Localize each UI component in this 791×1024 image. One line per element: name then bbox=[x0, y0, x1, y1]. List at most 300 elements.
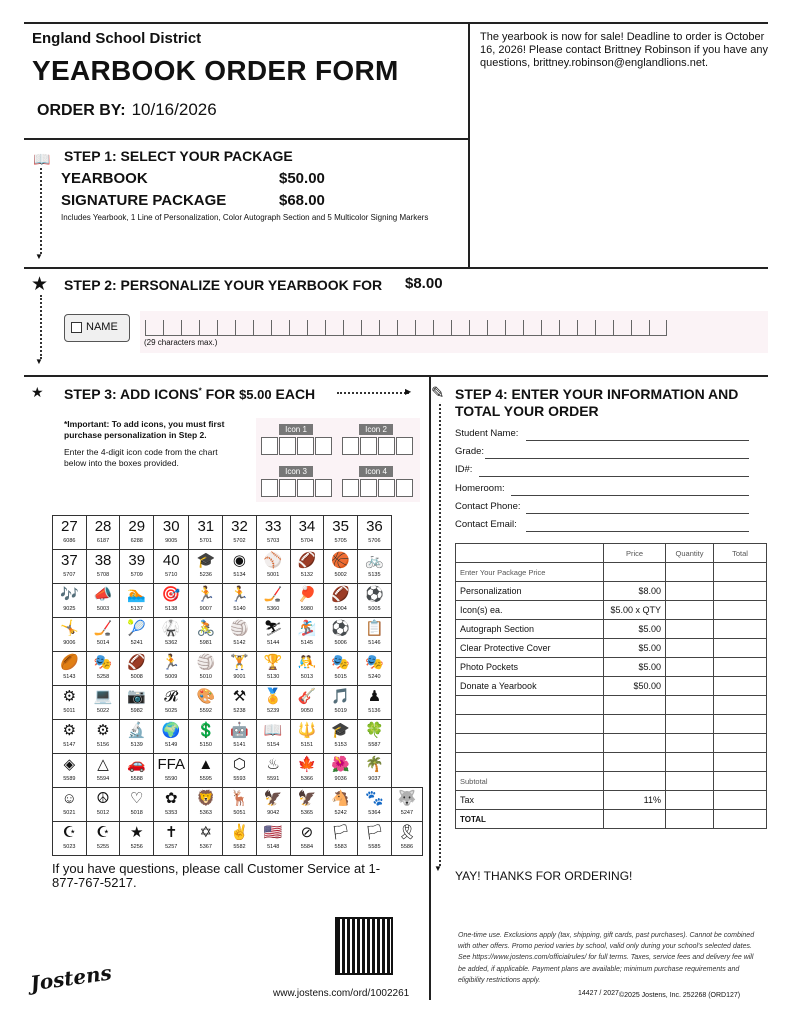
icon-code: 5142 bbox=[233, 640, 246, 646]
icon-cell bbox=[358, 788, 392, 822]
icon-cell bbox=[86, 584, 120, 618]
icon4-input[interactable] bbox=[342, 479, 414, 497]
icon-row bbox=[53, 822, 423, 856]
icon-cell bbox=[86, 550, 120, 584]
icon-glyph: 🍀 bbox=[365, 722, 384, 739]
table-row: Icon(s) ea. $5.00 x QTY bbox=[456, 601, 767, 620]
icon-code: 5707 bbox=[63, 572, 76, 578]
icon-code: 5360 bbox=[267, 606, 280, 612]
form-code: 14427 / 2027 bbox=[578, 990, 619, 997]
icon-cell bbox=[290, 618, 324, 652]
char-box[interactable] bbox=[217, 320, 235, 336]
icon-cell bbox=[358, 754, 392, 788]
char-box[interactable] bbox=[649, 320, 667, 336]
icon-cell bbox=[120, 788, 154, 822]
icon-glyph: 38 bbox=[94, 552, 112, 569]
pen-icon: ✎ bbox=[431, 385, 445, 402]
icon-cell bbox=[53, 516, 87, 550]
char-box[interactable] bbox=[505, 320, 523, 336]
icon-row bbox=[53, 720, 423, 754]
icon-glyph: 34 bbox=[298, 518, 316, 535]
icon-cell bbox=[120, 550, 154, 584]
icon-cell bbox=[223, 584, 257, 618]
icon-cell bbox=[189, 720, 223, 754]
icon-code: 6187 bbox=[96, 538, 110, 544]
icon-row bbox=[53, 652, 423, 686]
order-url[interactable]: www.jostens.com/ord/1002261 bbox=[273, 988, 410, 999]
icon-code: 5363 bbox=[199, 810, 212, 816]
package-yearbook-price: $50.00 bbox=[279, 170, 325, 187]
icon-cell bbox=[120, 516, 154, 550]
icon-glyph: FFA bbox=[157, 756, 185, 773]
char-box[interactable] bbox=[145, 320, 163, 336]
icon-code: 5706 bbox=[368, 538, 381, 544]
icon-glyph: 🎾 bbox=[127, 620, 147, 637]
char-box[interactable] bbox=[559, 320, 577, 336]
icon-glyph: 29 bbox=[128, 518, 146, 535]
icon-cell bbox=[86, 652, 120, 686]
icon-cell bbox=[154, 686, 189, 720]
icon-glyph: 🐾 bbox=[365, 790, 384, 807]
icon-code: 5255 bbox=[96, 844, 110, 850]
icon-code: 5980 bbox=[300, 606, 314, 612]
icon-code: 5701 bbox=[199, 538, 212, 544]
icon-cell bbox=[223, 822, 257, 856]
icon-cell bbox=[324, 652, 358, 686]
icon-code: 5584 bbox=[300, 844, 314, 850]
icon-code: 5238 bbox=[233, 708, 246, 714]
name-checkbox[interactable]: NAME bbox=[64, 314, 130, 342]
subtotal-row: Subtotal bbox=[456, 772, 767, 791]
icon-glyph: 🏃 bbox=[161, 654, 181, 671]
icon-code: 5257 bbox=[165, 844, 178, 850]
char-box[interactable] bbox=[469, 320, 487, 336]
char-box[interactable] bbox=[271, 320, 289, 336]
grade-field[interactable]: Grade: bbox=[455, 446, 484, 457]
icon-code: 9042 bbox=[267, 810, 280, 816]
icon-cell bbox=[391, 822, 422, 856]
icon-glyph: 🏀 bbox=[331, 552, 350, 569]
icon-cell bbox=[256, 618, 290, 652]
icon-code: 5367 bbox=[199, 844, 212, 850]
icon-code: 5005 bbox=[368, 606, 381, 612]
icon-glyph: ⚙ bbox=[62, 688, 77, 705]
icon-code: 5154 bbox=[267, 742, 280, 748]
icon-glyph: ⚙ bbox=[62, 722, 77, 739]
icon-cell bbox=[120, 822, 154, 856]
icon-glyph: ◈ bbox=[63, 756, 76, 773]
char-box[interactable] bbox=[325, 320, 343, 336]
table-row: Photo Pockets $5.00 bbox=[456, 658, 767, 677]
table-row: Personalization $8.00 bbox=[456, 582, 767, 601]
icon-glyph: ⚾ bbox=[263, 552, 283, 569]
icon-cell bbox=[120, 686, 154, 720]
char-box[interactable] bbox=[235, 320, 253, 336]
icon-chart bbox=[52, 515, 423, 856]
icon-glyph: 🌺 bbox=[331, 756, 350, 773]
char-box[interactable] bbox=[595, 320, 613, 336]
connector bbox=[439, 404, 441, 866]
char-box[interactable] bbox=[307, 320, 325, 336]
icon-cell bbox=[86, 720, 120, 754]
icon-cell bbox=[223, 720, 257, 754]
icon-glyph: 🏒 bbox=[263, 586, 283, 603]
icon-instructions: Enter the 4-digit icon code from the chart below into the boxes provided. bbox=[64, 447, 218, 469]
icon-cell bbox=[223, 516, 257, 550]
icon-cell bbox=[256, 652, 290, 686]
icon-cell bbox=[290, 720, 324, 754]
icon-cell bbox=[290, 754, 324, 788]
icon-glyph: 🎯 bbox=[161, 586, 181, 603]
package-signature[interactable]: SIGNATURE PACKAGE bbox=[61, 192, 227, 209]
icon-cell bbox=[86, 788, 120, 822]
icon-code: 5136 bbox=[368, 708, 381, 714]
icon-cell bbox=[256, 584, 290, 618]
char-box[interactable] bbox=[253, 320, 271, 336]
icon4-label: Icon 4 bbox=[359, 466, 393, 477]
total-row: TOTAL bbox=[456, 810, 767, 829]
icon-code: 5141 bbox=[233, 742, 246, 748]
icon-code: 5981 bbox=[199, 640, 212, 646]
icon2-label: Icon 2 bbox=[359, 424, 393, 435]
icon-glyph: 🏋 bbox=[230, 654, 249, 671]
icon-cell bbox=[324, 584, 358, 618]
icon-cell bbox=[290, 788, 324, 822]
icon-glyph: 36 bbox=[366, 518, 383, 535]
step2-title: STEP 2: PERSONALIZE YOUR YEARBOOK FOR bbox=[64, 277, 383, 293]
icon-code: 5365 bbox=[300, 810, 314, 816]
order-total-table: Price Quantity Total Enter Your Package Price Personalization $8.00 Icon(s) ea. $5.00 x QTY Autograph Section $5.00 Clear Protective Cover $5.00 Photo Pockets $5.00 Donate a Yearbook $50.00 Subtotal Tax 11% TOTAL bbox=[455, 543, 767, 829]
qr-code[interactable] bbox=[337, 919, 391, 973]
icon-cell bbox=[189, 652, 223, 686]
icon-glyph: 🚲 bbox=[365, 552, 384, 569]
char-box[interactable] bbox=[361, 320, 379, 336]
icon-glyph: ⬡ bbox=[232, 756, 247, 773]
char-box[interactable] bbox=[163, 320, 181, 336]
char-box[interactable] bbox=[379, 320, 397, 336]
icon-glyph: 🏳 bbox=[364, 824, 384, 841]
icon-glyph: 📣 bbox=[93, 586, 113, 603]
icon-code: 5021 bbox=[63, 810, 76, 816]
icon-glyph: 🎶 bbox=[60, 586, 79, 603]
icon-cell bbox=[223, 754, 257, 788]
icon-code: 5592 bbox=[199, 708, 212, 714]
icon-glyph: 🤼 bbox=[297, 654, 317, 671]
char-box[interactable] bbox=[415, 320, 433, 336]
sale-notice: The yearbook is now for sale! Deadline to order is October 16, 2026! Please contact Brittney Robinson if you have any questions, brittney.robinson@englandlions.net. bbox=[480, 31, 769, 70]
contact-email-field[interactable]: Contact Email: bbox=[455, 519, 517, 530]
icon-code: 5134 bbox=[233, 572, 246, 578]
icon-code: 9007 bbox=[199, 606, 212, 612]
icon-glyph: 📋 bbox=[365, 620, 384, 637]
icon-cell bbox=[223, 788, 257, 822]
icon-code: 5366 bbox=[300, 776, 314, 782]
jostens-logo: Jostens bbox=[28, 960, 114, 996]
icon-glyph: 32 bbox=[231, 518, 248, 535]
icon-cell bbox=[189, 618, 223, 652]
icon-glyph: ☪ bbox=[62, 824, 77, 841]
icon-cell bbox=[223, 618, 257, 652]
char-box[interactable] bbox=[631, 320, 649, 336]
icon-code: 5591 bbox=[267, 776, 280, 782]
icon-cell bbox=[189, 686, 223, 720]
icon-code: 5002 bbox=[334, 572, 347, 578]
icon-code: 5148 bbox=[267, 844, 280, 850]
icon-glyph: ★ bbox=[129, 824, 144, 841]
icon-cell bbox=[86, 618, 120, 652]
icon-glyph: 🏒 bbox=[93, 620, 113, 637]
icon-code: 5001 bbox=[267, 572, 280, 578]
district-name: England School District bbox=[32, 30, 202, 47]
icon-glyph: 🦅 bbox=[297, 790, 317, 807]
icon-glyph: ☮ bbox=[96, 790, 110, 807]
icon-code: 5146 bbox=[368, 640, 381, 646]
icon-cell bbox=[120, 754, 154, 788]
icon-code: 5025 bbox=[165, 708, 178, 714]
icon-cell bbox=[256, 822, 290, 856]
icon-code: 5023 bbox=[63, 844, 76, 850]
icon-code: 5003 bbox=[96, 606, 110, 612]
icon-code: 5008 bbox=[130, 674, 143, 680]
icon-glyph: 40 bbox=[162, 552, 180, 569]
header-divider bbox=[468, 22, 470, 268]
important-note: *Important: To add icons, you must first purchase personalization in Step 2. bbox=[64, 419, 225, 441]
icon-glyph: △ bbox=[97, 756, 109, 773]
icon-code: 5011 bbox=[63, 708, 76, 714]
icon-glyph: 🎓 bbox=[331, 722, 350, 739]
student-name-field[interactable]: Student Name: bbox=[455, 428, 518, 439]
icon-cell bbox=[223, 550, 257, 584]
icon-cell bbox=[290, 584, 324, 618]
icon3-label: Icon 3 bbox=[279, 466, 313, 477]
icon-glyph: ⛷ bbox=[263, 620, 283, 637]
icon-code: 5242 bbox=[334, 810, 347, 816]
char-box[interactable] bbox=[523, 320, 541, 336]
icon-code: 9001 bbox=[233, 674, 246, 680]
icon-cell bbox=[154, 754, 189, 788]
icon-cell bbox=[324, 754, 358, 788]
contact-phone-field[interactable]: Contact Phone: bbox=[455, 501, 521, 512]
char-box[interactable] bbox=[613, 320, 631, 336]
icon-cell bbox=[391, 788, 422, 822]
package-signature-price: $68.00 bbox=[279, 192, 325, 209]
char-box[interactable] bbox=[451, 320, 469, 336]
icon-glyph: ⚽ bbox=[331, 620, 350, 637]
top-rule bbox=[24, 22, 768, 24]
icon-code: 5588 bbox=[130, 776, 143, 782]
icon-glyph: 37 bbox=[61, 552, 78, 569]
icon-glyph: 🏃 bbox=[230, 586, 249, 603]
icon-glyph: 🥋 bbox=[161, 620, 181, 637]
icon-code: 5710 bbox=[165, 572, 178, 578]
icon-cell bbox=[324, 822, 358, 856]
char-limit: (29 characters max.) bbox=[144, 338, 218, 347]
icon2-input[interactable] bbox=[342, 437, 414, 455]
icon-cell bbox=[290, 822, 324, 856]
icon-glyph: 🦌 bbox=[230, 790, 249, 807]
icon-code: 5593 bbox=[233, 776, 246, 782]
arrow-down-icon: ▼ bbox=[35, 357, 43, 366]
step3-title: STEP 3: ADD ICONS* FOR $5.00 EACH bbox=[64, 386, 316, 402]
icon-glyph: 🏈 bbox=[331, 586, 350, 603]
char-box[interactable] bbox=[487, 320, 505, 336]
icon3-input[interactable] bbox=[261, 479, 333, 497]
icon-code: 9006 bbox=[63, 640, 76, 646]
char-box[interactable] bbox=[199, 320, 217, 336]
icon-glyph: 🏳 bbox=[331, 824, 351, 841]
icon-glyph: ⚽ bbox=[365, 586, 384, 603]
order-by: ORDER BY: 10/16/2026 bbox=[37, 100, 217, 119]
icon-glyph: 𝓡 bbox=[164, 688, 179, 705]
icon-glyph: 🦅 bbox=[263, 790, 283, 807]
icon-cell bbox=[189, 754, 223, 788]
icon-glyph: 35 bbox=[332, 518, 349, 535]
icon-glyph: 30 bbox=[162, 518, 180, 535]
icon-glyph: 📖 bbox=[263, 722, 283, 739]
icon1-input[interactable] bbox=[261, 437, 333, 455]
icon-cell bbox=[324, 618, 358, 652]
icon-code: 5006 bbox=[334, 640, 347, 646]
icon-code: 5139 bbox=[130, 742, 143, 748]
rule bbox=[24, 138, 470, 140]
icon-glyph: 🎵 bbox=[331, 688, 350, 705]
char-box[interactable] bbox=[397, 320, 415, 336]
icon-glyph: 🐺 bbox=[397, 790, 417, 807]
icon-cell bbox=[324, 686, 358, 720]
form-title: YEARBOOK ORDER FORM bbox=[32, 55, 399, 86]
icon-code: 5236 bbox=[199, 572, 212, 578]
icon-glyph: ♨ bbox=[266, 756, 280, 773]
icon-code: 5144 bbox=[267, 640, 280, 646]
icon-cell bbox=[154, 652, 189, 686]
icon-glyph: 31 bbox=[197, 518, 215, 535]
icon-cell bbox=[358, 822, 392, 856]
icon-cell bbox=[290, 652, 324, 686]
icon-code: 5022 bbox=[96, 708, 110, 714]
icon-cell bbox=[53, 618, 87, 652]
icon-glyph: 🎗 bbox=[397, 824, 417, 841]
icon-glyph: 🏉 bbox=[60, 654, 79, 671]
char-box[interactable] bbox=[577, 320, 595, 336]
icon-row bbox=[53, 788, 423, 822]
icon-glyph: ⊘ bbox=[300, 824, 314, 841]
icon-code: 5156 bbox=[96, 742, 110, 748]
icon-code: 5982 bbox=[130, 708, 143, 714]
icon-code: 5137 bbox=[130, 606, 143, 612]
step4-title: STEP 4: ENTER YOUR INFORMATION AND TOTAL YOUR ORDER bbox=[455, 386, 739, 419]
icon-row bbox=[53, 584, 423, 618]
icon-cell bbox=[256, 550, 290, 584]
step1-title: STEP 1: SELECT YOUR PACKAGE bbox=[64, 148, 293, 164]
icon-cell bbox=[290, 516, 324, 550]
icon-glyph: 🤖 bbox=[230, 722, 249, 739]
table-row: Clear Protective Cover $5.00 bbox=[456, 639, 767, 658]
icon-cell bbox=[256, 686, 290, 720]
icon-code: 5019 bbox=[334, 708, 347, 714]
icon-cell bbox=[86, 822, 120, 856]
icon-glyph: 🏂 bbox=[297, 620, 317, 637]
icon-glyph: 📷 bbox=[127, 688, 147, 705]
icon-glyph: ◉ bbox=[232, 552, 247, 569]
icon-cell bbox=[256, 788, 290, 822]
name-character-boxes[interactable] bbox=[145, 320, 667, 336]
icon-cell bbox=[189, 516, 223, 550]
package-yearbook[interactable]: YEARBOOK bbox=[61, 170, 148, 187]
connector bbox=[40, 295, 42, 359]
table-row: Donate a Yearbook $50.00 bbox=[456, 677, 767, 696]
icon-code: 5140 bbox=[233, 606, 246, 612]
icon-code: 9005 bbox=[165, 538, 178, 544]
icon-code: 5702 bbox=[233, 538, 246, 544]
icon-cell bbox=[358, 618, 392, 652]
icon-cell bbox=[120, 584, 154, 618]
icon-cell bbox=[53, 754, 87, 788]
icon-code: 5013 bbox=[300, 674, 314, 680]
tax-row: Tax 11% bbox=[456, 791, 767, 810]
icon-cell bbox=[189, 822, 223, 856]
icon-glyph: ✡ bbox=[199, 824, 213, 841]
icon-glyph: ☪ bbox=[96, 824, 110, 841]
icon-cell bbox=[324, 788, 358, 822]
icon-code: 6086 bbox=[63, 538, 76, 544]
icon-code: 5590 bbox=[165, 776, 178, 782]
icon-row bbox=[53, 618, 423, 652]
icon-glyph: 33 bbox=[264, 518, 282, 535]
icon-code: 5153 bbox=[334, 742, 347, 748]
icon-cell bbox=[189, 584, 223, 618]
icon-glyph: 🇺🇸 bbox=[263, 824, 283, 841]
icon-cell bbox=[86, 754, 120, 788]
char-box[interactable] bbox=[181, 320, 199, 336]
icon-code: 5589 bbox=[63, 776, 76, 782]
icon-code: 5594 bbox=[96, 776, 110, 782]
icon-cell bbox=[256, 516, 290, 550]
order-by-date: 10/16/2026 bbox=[131, 100, 217, 119]
table-row: Autograph Section $5.00 bbox=[456, 620, 767, 639]
icon-code: 5130 bbox=[267, 674, 280, 680]
rule bbox=[24, 267, 768, 269]
icon-cell bbox=[189, 788, 223, 822]
homeroom-field[interactable]: Homeroom: bbox=[455, 483, 505, 494]
icon-code: 5585 bbox=[368, 844, 381, 850]
star-icon: ★ bbox=[31, 274, 49, 295]
icon-glyph: 🏈 bbox=[127, 654, 147, 671]
icon-cell bbox=[290, 686, 324, 720]
char-box[interactable] bbox=[289, 320, 307, 336]
icon-cell bbox=[358, 686, 392, 720]
icon-code: 5132 bbox=[300, 572, 314, 578]
icon-cell bbox=[120, 618, 154, 652]
legal-text: One-time use. Exclusions apply (tax, shipping, gift cards, past purchases). Cannot be combined with other offers. Promo period varies by school, valid only during your school's selected dates. See https://www.jostens.com/officialrules/ for full terms. Taxes, service fees and delivery fee will be added, if applicable. Payment plans are available; minimum purchase requirements and eligibility restrictions apply. bbox=[458, 932, 755, 984]
icon-code: 5595 bbox=[199, 776, 212, 782]
char-box[interactable] bbox=[343, 320, 361, 336]
icon-glyph: 🎸 bbox=[297, 688, 317, 705]
arrow-right-icon: ▶ bbox=[405, 387, 412, 396]
icon-glyph: 🎓 bbox=[196, 552, 216, 569]
char-box[interactable] bbox=[541, 320, 559, 336]
icon-code: 5240 bbox=[368, 674, 381, 680]
table-row: Enter Your Package Price bbox=[456, 563, 767, 582]
icon-code: 5009 bbox=[165, 674, 178, 680]
arrow-down-icon: ▼ bbox=[434, 864, 442, 873]
icon1-label: Icon 1 bbox=[279, 424, 313, 435]
char-box[interactable] bbox=[433, 320, 451, 336]
icon-code: 5587 bbox=[368, 742, 381, 748]
id-field[interactable]: ID#: bbox=[455, 464, 472, 475]
icon-cell bbox=[223, 686, 257, 720]
icon-cell bbox=[53, 788, 87, 822]
icon-code: 5012 bbox=[96, 810, 110, 816]
